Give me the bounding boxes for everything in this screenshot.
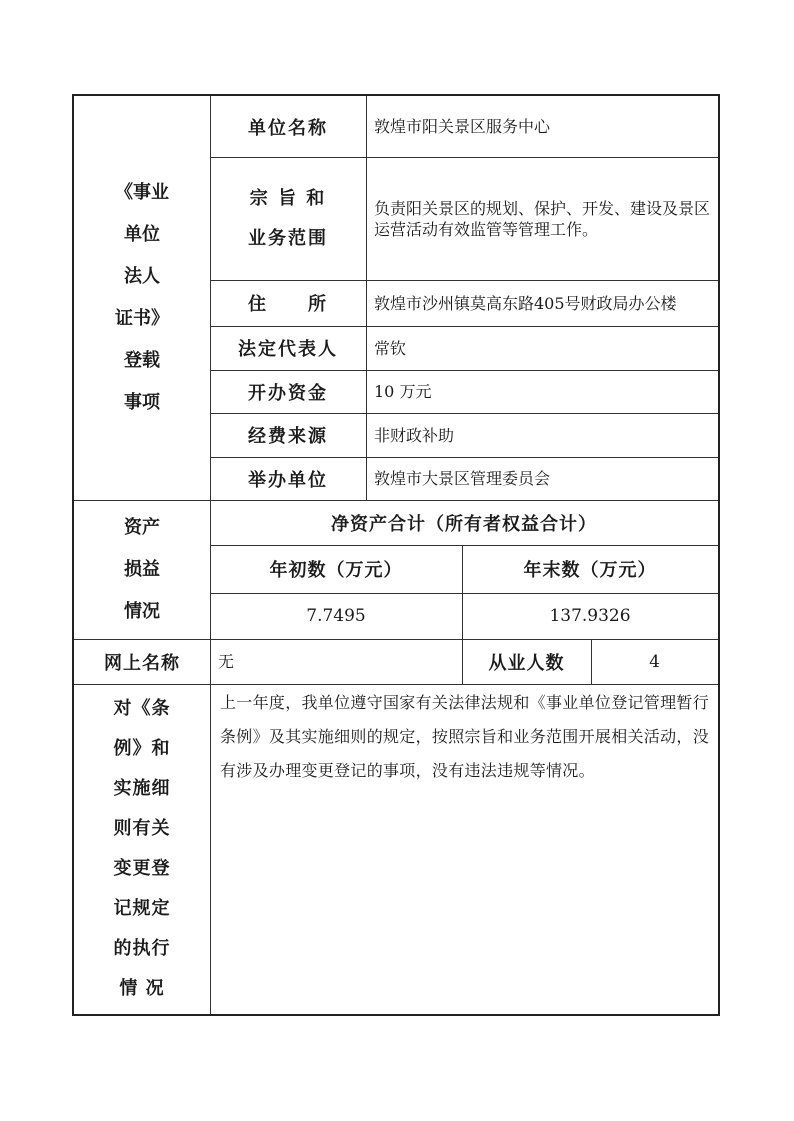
registration-label-line: 证书》 [115, 308, 169, 329]
year-start-value: 7.7495 [306, 606, 366, 626]
business-scope-value: 负责阳关景区的规划、保护、开发、建设及景区运营活动有效监管等管理工作。 [374, 198, 711, 239]
compliance-label-line: 情 况 [119, 978, 165, 999]
sponsor-unit-value: 敦煌市大景区管理委员会 [374, 469, 551, 488]
address-label: 住 所 [248, 294, 328, 315]
legal-representative-value: 常钦 [374, 338, 407, 358]
compliance-label-line: 的执行 [113, 938, 171, 959]
compliance-section-label [74, 684, 210, 1014]
address-value: 敦煌市沙州镇莫高东路405号财政局办公楼 [374, 293, 677, 313]
compliance-label-line: 实施细 [113, 778, 171, 799]
registration-label-line: 登载 [124, 350, 160, 371]
staff-count-label: 从业人数 [488, 652, 565, 674]
compliance-label-line: 则有关 [113, 818, 171, 839]
year-end-value: 137.9326 [549, 606, 631, 626]
business-scope-label-line: 宗 旨 和 [249, 187, 327, 209]
compliance-label-line: 记规定 [113, 898, 171, 919]
unit-name-label: 单位名称 [248, 117, 328, 139]
compliance-label-line: 变更登 [113, 858, 171, 879]
registration-label-line: 单位 [124, 224, 160, 245]
unit-name-value: 敦煌市阳关景区服务中心 [374, 117, 551, 136]
assets-section-label [74, 500, 210, 639]
annual-report-table [72, 94, 720, 1016]
net-assets-title: 净资产合计（所有者权益合计） [331, 513, 597, 535]
compliance-text: 上一年度，我单位遵守国家有关法律法规和《事业单位登记管理暂行条例》及其实施细则的规定，按照宗旨和业务范围开展相关活动，没有涉及办理变更登记的事项，没有违法违规等情况。 [220, 693, 710, 780]
online-name-value: 无 [218, 652, 235, 671]
registration-section-label [74, 96, 210, 500]
assets-label-line: 情况 [124, 600, 160, 622]
compliance-label-line: 例》和 [113, 738, 171, 759]
startup-funds-label: 开办资金 [248, 382, 328, 404]
business-scope-label-line: 业务范围 [248, 227, 328, 249]
startup-funds-value: 10 万元 [374, 382, 432, 401]
business-scope-label [210, 157, 366, 280]
assets-label-line: 资产 [124, 516, 160, 538]
staff-count-value: 4 [649, 651, 660, 672]
year-end-header: 年末数（万元） [523, 560, 657, 581]
registration-label-line: 《事业 [115, 182, 169, 203]
year-start-header: 年初数（万元） [269, 560, 403, 581]
legal-representative-label: 法定代表人 [238, 339, 338, 360]
funding-source-value: 非财政补助 [374, 425, 455, 445]
sponsor-unit-label: 举办单位 [248, 469, 328, 491]
registration-label-line: 法人 [124, 266, 160, 287]
funding-source-label: 经费来源 [248, 426, 328, 447]
compliance-label-line: 对《条 [113, 698, 171, 719]
assets-label-line: 损益 [124, 558, 160, 580]
online-name-label: 网上名称 [104, 652, 180, 674]
registration-label-line: 事项 [124, 392, 160, 413]
